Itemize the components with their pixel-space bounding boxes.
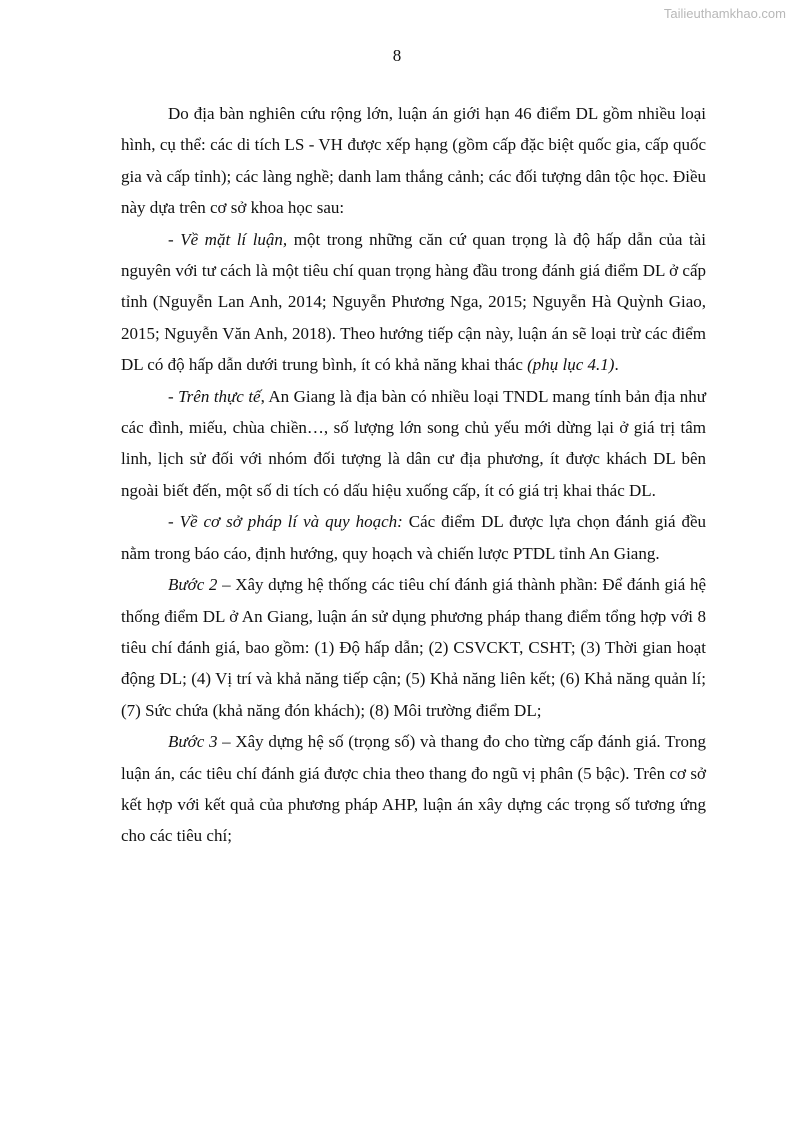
step-2-text: – Xây dựng hệ thống các tiêu chí đánh giá thành phần: Để đánh giá hệ thống điểm DL ở An Giang, luận án sử dụng phương pháp thang điểm tổng hợp với 8 tiêu chí đánh giá, bao gồm: (1) Độ hấp dẫn; (2) CSVCKT, CSHT; (3) Thời gian hoạt động DL; (4) Vị trí và khả năng tiếp cận; (5) Khả năng liên kết; (6) Khả năng quản lí; (7) Sức chứa (khả năng đón khách); (8) Môi trường điểm DL; — [121, 575, 706, 720]
theory-tail: . — [614, 355, 619, 375]
practice-text: , An Giang là địa bàn có nhiều loại TNDL mang tính bản địa như các đình, miếu, chùa chiền…, số lượng lớn song chủ yếu mới dừng lại ở giá trị tâm linh, lịch sử đối với nhóm đối tượng là dân cư địa phương, ít được khách DL bên ngoài biết đến, một số di tích có dấu hiệu xuống cấp, ít có giá trị khai thác DL. — [121, 386, 706, 500]
heading-theory: Về mặt lí luận, — [180, 229, 288, 249]
bullet-dash: - — [168, 386, 179, 406]
bullet-dash: - — [168, 229, 181, 249]
step-2-label: Bước 2 — [168, 575, 218, 595]
heading-practice: Trên thực tế — [178, 386, 261, 406]
appendix-reference: (phụ lục 4.1) — [527, 355, 615, 375]
paragraph-practice — [121, 381, 706, 507]
paragraph-legal — [121, 506, 706, 569]
heading-legal: Về cơ sở pháp lí và quy hoạch: — [179, 512, 403, 532]
watermark: Tailieuthamkhao.com — [663, 6, 786, 21]
paragraph-theory — [121, 224, 706, 381]
paragraph-step-3 — [121, 726, 706, 852]
document-body — [121, 98, 706, 852]
theory-text: một trong những căn cứ quan trọng là độ hấp dẫn của tài nguyên với tư cách là một tiêu chí quan trọng hàng đầu trong đánh giá điểm DL ở cấp tỉnh (Nguyễn Lan Anh, 2014; Nguyễn Phương Nga, 2015; Nguyễn Hà Quỳnh Giao, 2015; Nguyễn Văn Anh, 2018). Theo hướng tiếp cận này, luận án sẽ loại trừ các điểm DL có độ hấp dẫn dưới trung bình, ít có khả năng khai thác — [121, 229, 706, 375]
step-3-label: Bước 3 — [168, 732, 218, 752]
legal-text: Các điểm DL được lựa chọn đánh giá đều nằm trong báo cáo, định hướng, quy hoạch và chiến lược PTDL tỉnh An Giang. — [121, 512, 706, 563]
paragraph-step-2 — [121, 569, 706, 726]
step-3-text: – Xây dựng hệ số (trọng số) và thang đo cho từng cấp đánh giá. Trong luận án, các tiêu chí đánh giá được chia theo thang đo ngũ vị phân (5 bậc). Trên cơ sở kết hợp với kết quả của phương pháp AHP, luận án xây dựng các trọng số tương ứng cho các tiêu chí; — [121, 732, 706, 846]
paragraph-intro: Do địa bàn nghiên cứu rộng lớn, luận án giới hạn 46 điểm DL gồm nhiều loại hình, cụ thể: các di tích LS - VH được xếp hạng (gồm cấp đặc biệt quốc gia, cấp quốc gia và cấp tỉnh); các làng nghề; danh lam thắng cảnh; các đối tượng dân tộc học. Điều này dựa trên cơ sở khoa học sau: — [121, 104, 706, 218]
page-number: 8 — [392, 46, 402, 65]
bullet-dash: - — [168, 512, 180, 532]
